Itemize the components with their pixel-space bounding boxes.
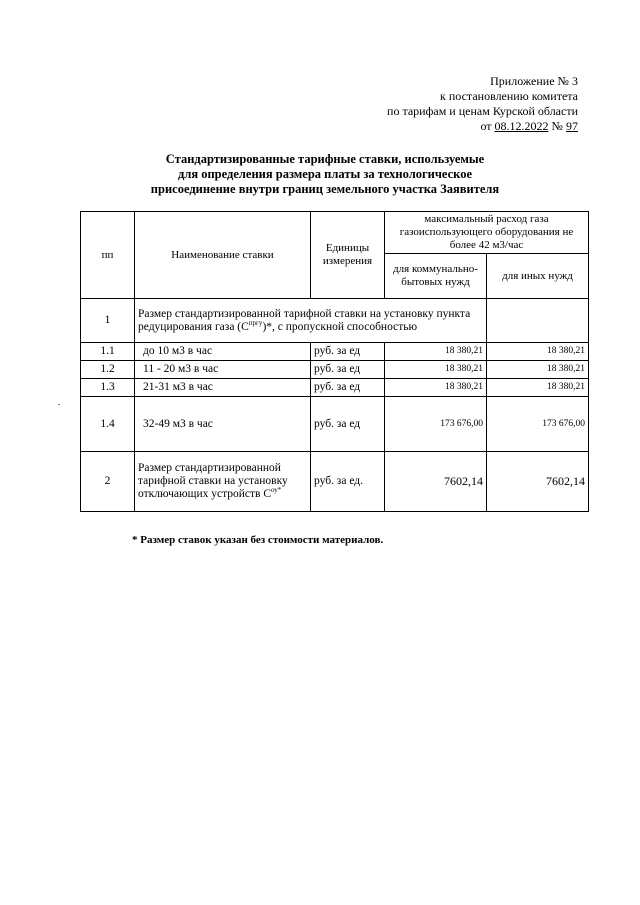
appendix-number: 97	[566, 119, 578, 133]
table-row	[81, 379, 589, 397]
section-1-name-part2: )*, с пропускной способностью	[262, 320, 418, 333]
row-1-3-unit: руб. за ед	[311, 379, 385, 397]
title-line-2: для определения размера платы за технологическое	[178, 167, 472, 181]
section-1-empty	[487, 299, 589, 343]
row-1-3-num: 1.3	[81, 379, 135, 397]
row-1-4-name: 32-49 м3 в час	[135, 397, 311, 452]
header-row-1	[81, 212, 589, 254]
section-2-other: 7602,14	[487, 452, 589, 512]
header-other: для иных нужд	[487, 254, 589, 299]
section-1-num: 1	[81, 299, 135, 343]
section-2-name	[135, 452, 311, 512]
section-2-name-part1: Размер стандартизированной тарифной ставки на установку отключающих устройств С	[138, 462, 288, 500]
header-communal: для коммунально-бытовых нужд	[385, 254, 487, 299]
header-max-flow: максимальный расход газа газоиспользующего оборудования не более 42 м3/час	[385, 212, 589, 254]
appendix-line-1: Приложение № 3	[490, 74, 578, 88]
row-1-1-other: 18 380,21	[487, 343, 589, 361]
title-line-3: присоединение внутри границ земельного участка Заявителя	[150, 182, 500, 196]
section-1-name-sup: пргу	[248, 318, 263, 327]
table-row	[81, 397, 589, 452]
row-1-3-name: 21-31 м3 в час	[135, 379, 311, 397]
header-name: Наименование ставки	[135, 212, 311, 299]
appendix-header	[387, 74, 578, 134]
row-1-1-communal: 18 380,21	[385, 343, 487, 361]
appendix-line-4	[387, 119, 578, 134]
appendix-number-sign: №	[548, 119, 566, 133]
row-1-1-name: до 10 м3 в час	[135, 343, 311, 361]
appendix-date-prefix: от	[480, 119, 495, 133]
appendix-date: 08.12.2022	[494, 119, 549, 133]
section-1-name	[135, 299, 487, 343]
row-1-2-communal: 18 380,21	[385, 361, 487, 379]
table-row	[81, 343, 589, 361]
row-1-4-num: 1.4	[81, 397, 135, 452]
row-1-3-communal: 18 380,21	[385, 379, 487, 397]
row-1-4-unit: руб. за ед	[311, 397, 385, 452]
section-2-num: 2	[81, 452, 135, 512]
section-2-communal: 7602,14	[385, 452, 487, 512]
section-2-name-sup: оу*	[271, 486, 282, 495]
header-num: пп	[81, 212, 135, 299]
document-title	[60, 152, 590, 197]
section-1-name-part1: Размер стандартизированной тарифной ставки на установку пункта редуцирования газа (С	[138, 307, 471, 333]
scan-mark	[58, 404, 60, 405]
section-1-row	[81, 299, 589, 343]
appendix-line-2: к постановлению комитета	[440, 89, 578, 103]
row-1-2-unit: руб. за ед	[311, 361, 385, 379]
row-1-4-communal: 173 676,00	[385, 397, 487, 452]
row-1-1-unit: руб. за ед	[311, 343, 385, 361]
section-2-unit: руб. за ед.	[311, 452, 385, 512]
table-row	[81, 361, 589, 379]
rates-table	[80, 211, 589, 512]
header-units: Единицы измерения	[311, 212, 385, 299]
row-1-3-other: 18 380,21	[487, 379, 589, 397]
section-2-row	[81, 452, 589, 512]
row-1-4-other: 173 676,00	[487, 397, 589, 452]
appendix-line-3: по тарифам и ценам Курской области	[387, 104, 578, 118]
row-1-2-name: 11 - 20 м3 в час	[135, 361, 311, 379]
row-1-1-num: 1.1	[81, 343, 135, 361]
row-1-2-other: 18 380,21	[487, 361, 589, 379]
footnote: * Размер ставок указан без стоимости материалов.	[132, 534, 384, 546]
title-line-1: Стандартизированные тарифные ставки, используемые	[165, 152, 485, 166]
row-1-2-num: 1.2	[81, 361, 135, 379]
